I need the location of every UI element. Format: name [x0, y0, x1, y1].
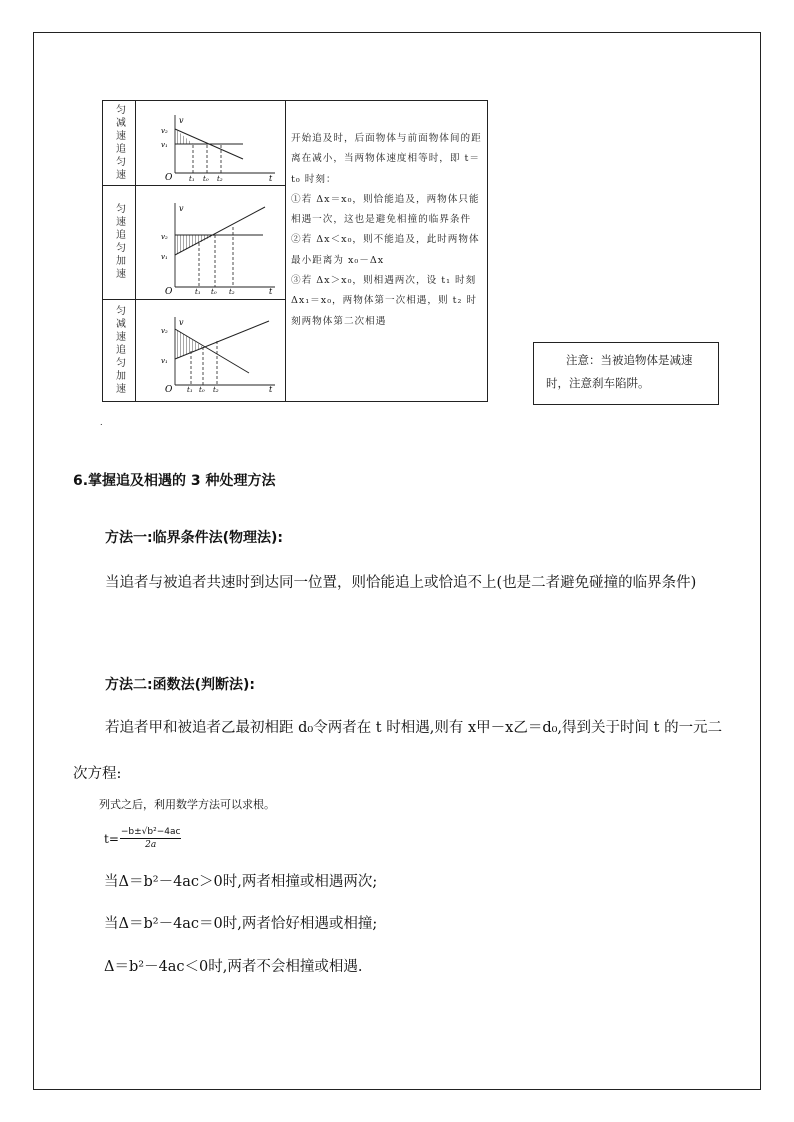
formula-denominator: 2a — [145, 840, 157, 850]
axis-t-label: t — [269, 385, 273, 393]
quadratic-formula — [104, 826, 181, 851]
stray-dot: . — [100, 418, 103, 427]
small-note: 列式之后，利用数学方法可以求根。 — [99, 798, 275, 811]
desc-case-3: ③若 Δx＞x₀，则相遇两次，设 t₁ 时刻 Δx₁＝x₀，两物体第一次相遇，则 t₂ 时刻两物体第二次相遇 — [291, 275, 477, 327]
axis-v-label: v — [179, 116, 184, 125]
desc-case-2: ②若 Δx＜x₀，则不能追及，此时两物体最小距离为 x₀－Δx — [291, 234, 480, 266]
condition-zero: 当Δ＝b²－4ac＝0时,两者恰好相遇或相撞; — [104, 916, 378, 932]
vt-graph-1 — [153, 109, 283, 181]
method2-paragraph: 若追者甲和被追者乙最初相距 d₀令两者在 t 时相遇,则有 x甲－x乙＝d₀,得到关于时间 t 的一元二次方程: — [73, 720, 723, 782]
formula-numerator: −b±√b²−4ac — [120, 827, 181, 837]
method2-title: 方法二:函数法(判断法): — [105, 677, 255, 693]
vt-graph-3 — [153, 311, 283, 393]
desc-intro: 开始追及时，后面物体与前面物体间的距离在减小，当两物体速度相等时，即 t＝t₀ 时刻： — [291, 133, 482, 185]
v1-label: v₁ — [161, 253, 168, 261]
v1-label: v₁ — [161, 141, 168, 149]
origin-label: O — [165, 287, 173, 295]
t1-label: t₁ — [195, 288, 201, 295]
v1-label: v₁ — [161, 357, 168, 365]
row-label-3: 匀减速追匀加速 — [113, 304, 125, 396]
t2-label: t₂ — [229, 288, 235, 295]
t0-label: t₀ — [211, 288, 217, 295]
section-title: 6.掌握追及相遇的 3 种处理方法 — [73, 473, 276, 489]
method1-paragraph: 当追者与被追者共速时到达同一位置，则恰能追上或恰追不上(也是二者避免碰撞的临界条件) — [105, 575, 697, 591]
origin-label: O — [165, 385, 173, 393]
condition-negative: Δ＝b²－4ac＜0时,两者不会相撞或相遇. — [104, 959, 363, 975]
row-label-2: 匀速追匀加速 — [113, 203, 125, 281]
formula-lhs: t= — [104, 831, 119, 846]
method1-title: 方法一:临界条件法(物理法): — [105, 530, 283, 546]
t2-label: t₂ — [213, 386, 219, 393]
table-divider — [135, 101, 136, 401]
chase-graph-table — [102, 100, 488, 402]
table-divider — [285, 101, 286, 401]
method2-text — [73, 705, 723, 797]
t0-label: t₀ — [203, 175, 209, 181]
desc-case-1: ①若 Δx＝x₀，则恰能追及，两物体只能相遇一次，这也是避免相撞的临界条件 — [291, 193, 480, 226]
graph-description — [291, 129, 485, 332]
t1-label: t₁ — [189, 175, 195, 181]
t1-label: t₁ — [187, 386, 193, 393]
v2-label: v₂ — [161, 233, 168, 241]
v2-label: v₂ — [161, 127, 168, 135]
note-box — [533, 342, 719, 405]
note-text: 注意：当被追物体是减速时，注意刹车陷阱。 — [546, 353, 693, 390]
row-label-1: 匀减速追匀速 — [113, 104, 125, 182]
vt-graph-2 — [153, 197, 283, 295]
axis-v-label: v — [179, 318, 184, 327]
origin-label: O — [165, 173, 173, 181]
t0-label: t₀ — [199, 386, 205, 393]
method1-text — [73, 560, 723, 606]
v2-label: v₂ — [161, 327, 168, 335]
condition-positive: 当Δ＝b²－4ac＞0时,两者相撞或相遇两次; — [104, 874, 378, 890]
t2-label: t₂ — [217, 175, 223, 181]
axis-t-label: t — [269, 287, 273, 295]
axis-v-label: v — [179, 204, 184, 213]
axis-t-label: t — [269, 174, 273, 181]
